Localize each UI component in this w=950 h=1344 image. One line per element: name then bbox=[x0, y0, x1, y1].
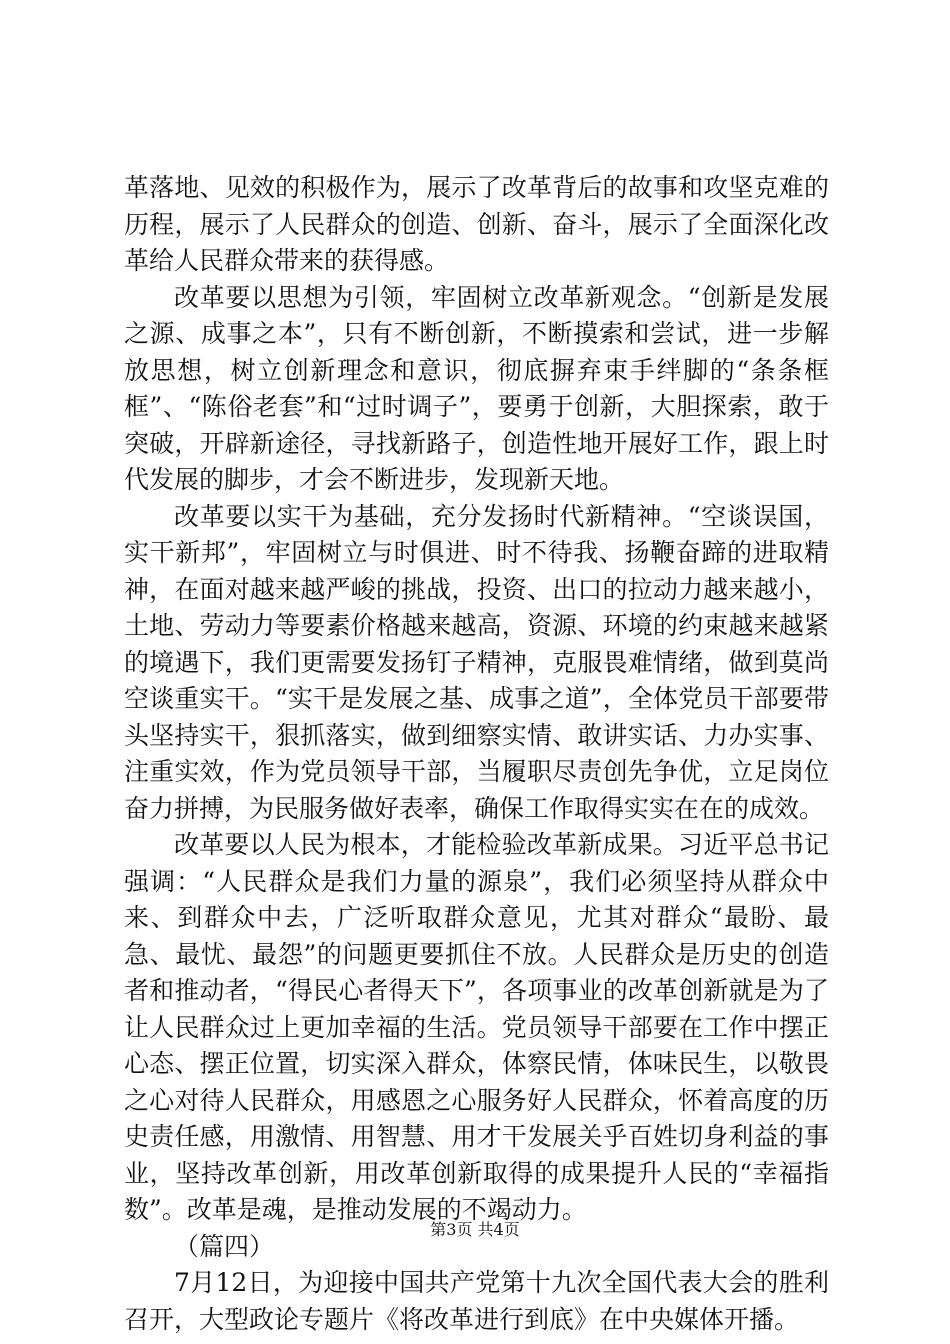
paragraph-hard-work: 改革要以实干为基础，充分发扬时代新精神。“空谈误国，实干新邦”，牢固树立与时俱进、时不待我、扬鞭奋蹄的进取精神，在面对越来越严峻的挑战，投资、出口的拉动力越来越小，土地、劳动力等要素价格越来越高，资源、环境的约束越来越紧的境遇下，我们更需要发扬钉子精神，克服畏难情绪，做到莫尚空谈重实干。“实干是发展之基、成事之道”，全体党员干部要带头坚持实干，狠抓落实，做到细察实情、敢讲实话、力办实事、注重实效，作为党员领导干部，当履职尽责创先争优，立足岗位奋力拼搏，为民服务做好表率，确保工作取得实实在在的成效。 bbox=[124, 501, 829, 823]
page-number-label: 第3页 共4页 bbox=[430, 1220, 520, 1239]
section-heading: （篇四） bbox=[174, 1231, 275, 1261]
paragraph-section-four-intro: 7月12日，为迎接中国共产党第十九次全国代表大会的胜利召开，大型政论专题片《将改革进行到底》在中央媒体开播。 bbox=[124, 1268, 829, 1334]
paragraph-thought-guidance: 改革要以思想为引领，牢固树立改革新观念。“创新是发展之源、成事之本”，只有不断创新，不断摸索和尝试，进一步解放思想，树立创新理念和意识，彻底摒弃束手绊脚的“条条框框”、“陈俗老套”和“过时调子”，要勇于创新，大胆探索，敢于突破，开辟新途径，寻找新路子，创造性地开展好工作，跟上时代发展的脚步，才会不断进步，发现新天地。 bbox=[124, 282, 829, 494]
page-footer bbox=[0, 1220, 950, 1240]
document-body bbox=[124, 170, 829, 1338]
paragraph-continuation: 革落地、见效的积极作为，展示了改革背后的故事和攻坚克难的历程，展示了人民群众的创造、创新、奋斗，展示了全面深化改革给人民群众带来的获得感。 bbox=[124, 173, 829, 275]
paragraph-people-centered: 改革要以人民为根本，才能检验改革新成果。习近平总书记强调：“人民群众是我们力量的源泉”，我们必须坚持从群众中来、到群众中去，广泛听取群众意见，尤其对群众“最盼、最急、最忧、最怨”的问题更要抓住不放。人民群众是历史的创造者和推动者，“得民心者得天下”，各项事业的改革创新就是为了让人民群众过上更加幸福的生活。党员领导干部要在工作中摆正心态、摆正位置，切实深入群众，体察民情，体味民生，以敬畏之心对待人民群众，用感恩之心服务好人民群众，怀着高度的历史责任感，用激情、用智慧、用才干发展关乎百姓切身利益的事业，坚持改革创新，用改革创新取得的成果提升人民的“幸福指数”。改革是魂，是推动发展的不竭动力。 bbox=[124, 830, 829, 1224]
